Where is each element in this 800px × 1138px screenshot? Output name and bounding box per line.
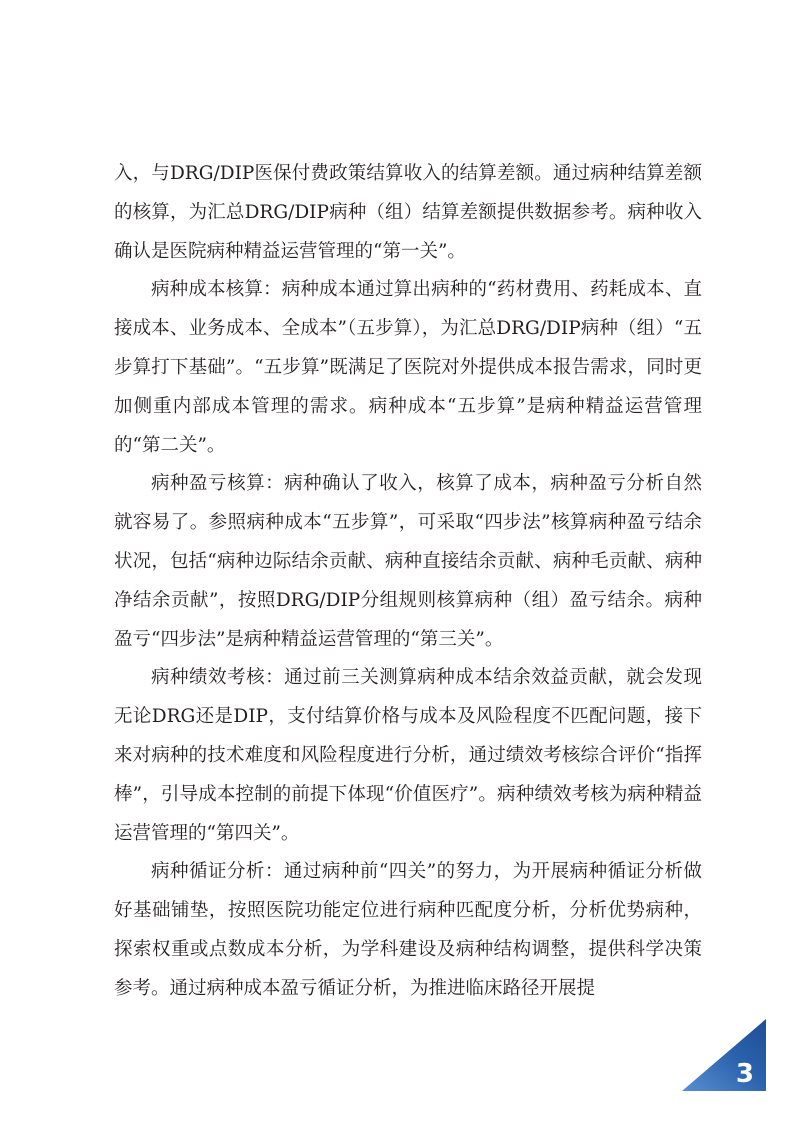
paragraph-disease-evidence-analysis: 病种循证分析：通过病种前“四关”的努力，为开展病种循证分析做好基础铺垫，按照医院功能定位进行病种匹配度分析，分析优势病种，探索权重或点数成本分析，为学科建设及病种结构调整，提供科学决策参考。通过病种成本盈亏循证分析，为推进临床路径开展提 bbox=[114, 861, 702, 999]
paragraph-continued: 入，与DRG/DIP医保付费政策结算收入的结算差额。通过病种结算差额的核算，为汇总DRG/DIP病种（组）结算差额提供数据参考。病种收入确认是医院病种精益运营管理的“第一关”。 bbox=[114, 163, 702, 262]
page-body bbox=[114, 155, 702, 1009]
page-corner-decoration bbox=[682, 1019, 766, 1091]
page-number: 3 bbox=[735, 1059, 754, 1089]
paragraph-disease-profit-loss: 病种盈亏核算：病种确认了收入，核算了成本，病种盈亏分析自然就容易了。参照病种成本“五步算”，可采取“四步法”核算病种盈亏结余状况，包括“病种边际结余贡献、病种直接结余贡献、病种毛贡献、病种净结余贡献”，按照DRG/DIP分组规则核算病种（组）盈亏结余。病种盈亏“四步法”是病种精益运营管理的“第三关”。 bbox=[114, 473, 702, 650]
paragraph-disease-performance: 病种绩效考核：通过前三关测算病种成本结余效益贡献，就会发现无论DRG还是DIP，支付结算价格与成本及风险程度不匹配问题，接下来对病种的技术难度和风险程度进行分析，通过绩效考核综合评价“指挥棒”，引导成本控制的前提下体现“价值医疗”。病种绩效考核为病种精益运营管理的“第四关”。 bbox=[114, 667, 702, 844]
paragraph-disease-cost-accounting: 病种成本核算：病种成本通过算出病种的“药材费用、药耗成本、直接成本、业务成本、全成本”（五步算），为汇总DRG/DIP病种（组）“五步算打下基础”。“五步算”既满足了医院对外提供成本报告需求，同时更加侧重内部成本管理的需求。病种成本“五步算”是病种精益运营管理的“第二关”。 bbox=[114, 279, 702, 456]
